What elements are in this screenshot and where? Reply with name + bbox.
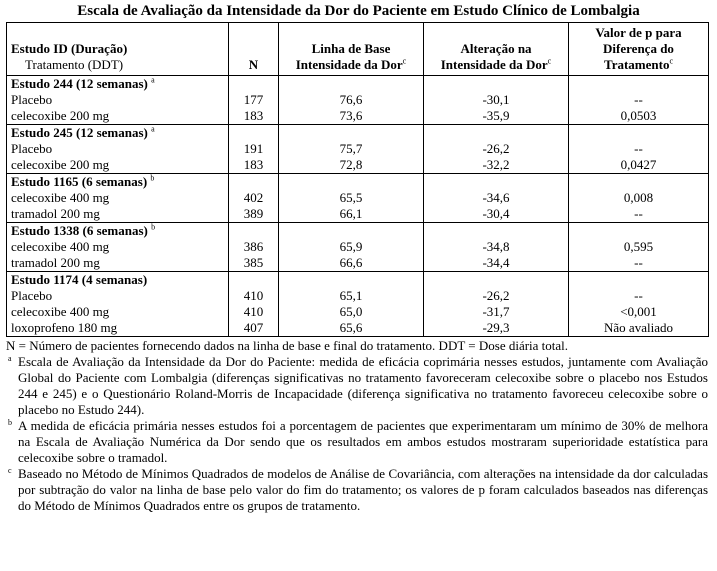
footnote-b-text: A medida de eficácia primária nesses estudos foi a porcentagem de pacientes que experimentaram um mínimo de 30% de melhora na Escala de Avaliação Numérica da Dor sendo que os resultados em ambos estudos mostraram superioridade estatística para celecoxibe sobre o tramadol. — [18, 418, 708, 465]
empty-cell — [279, 223, 424, 240]
treatment-cell: celecoxibe 400 mg — [7, 190, 229, 206]
study-label — [7, 223, 229, 240]
empty-cell — [229, 76, 279, 93]
baseline-cell: 66,1 — [279, 206, 424, 223]
footnote-a-mark: a — [8, 354, 12, 363]
header-baseline-line2: Intensidade da Dor — [295, 57, 403, 72]
header-study — [7, 23, 229, 76]
baseline-cell: 75,7 — [279, 141, 424, 157]
baseline-cell: 72,8 — [279, 157, 424, 174]
empty-cell — [424, 272, 569, 289]
empty-cell — [279, 125, 424, 142]
pvalue-cell: Não avaliado — [569, 320, 709, 337]
n-cell: 385 — [229, 255, 279, 272]
header-study-line1: Estudo ID (Duração) — [11, 41, 128, 56]
study-label-text: Estudo 244 (12 semanas) — [11, 76, 148, 91]
header-pvalue-line1: Valor de p para — [595, 25, 682, 40]
n-cell: 386 — [229, 239, 279, 255]
table-row — [7, 288, 709, 304]
study-label — [7, 174, 229, 191]
header-baseline-sup: c — [402, 56, 407, 66]
empty-cell — [569, 223, 709, 240]
change-cell: -34,4 — [424, 255, 569, 272]
change-cell: -32,2 — [424, 157, 569, 174]
table-row — [7, 255, 709, 272]
empty-cell — [569, 272, 709, 289]
header-baseline-line1: Linha de Base — [311, 41, 391, 56]
treatment-cell: Placebo — [7, 92, 229, 108]
pvalue-cell: <0,001 — [569, 304, 709, 320]
pvalue-cell: -- — [569, 206, 709, 223]
n-cell: 177 — [229, 92, 279, 108]
pvalue-cell: 0,008 — [569, 190, 709, 206]
table-title: Escala de Avaliação da Intensidade da Dor do Paciente em Estudo Clínico de Lombalgia — [77, 3, 640, 19]
footnotes — [6, 338, 708, 514]
n-cell: 410 — [229, 288, 279, 304]
table-row — [7, 206, 709, 223]
header-baseline — [279, 23, 424, 76]
n-cell: 410 — [229, 304, 279, 320]
header-study-line2: Tratamento (DDT) — [25, 57, 124, 72]
study-footnote-mark: b — [151, 222, 156, 232]
footnote-c-text: Baseado no Método de Mínimos Quadrados de modelos de Análise de Covariância, com alterações na intensidade da dor calculadas por subtração do valor na linha de base pelo valor do fim do tratamento; os valores de p foram calculados baseados nas diferenças do Método de Mínimos Quadrados entre os grupos de tratamento. — [18, 466, 708, 513]
change-cell: -34,6 — [424, 190, 569, 206]
header-pvalue-sup: c — [669, 56, 674, 66]
treatment-cell: loxoprofeno 180 mg — [7, 320, 229, 337]
empty-cell — [229, 223, 279, 240]
pvalue-cell: -- — [569, 92, 709, 108]
study-group-row — [7, 76, 709, 93]
header-change-line2: Intensidade da Dor — [440, 57, 548, 72]
study-footnote-mark: a — [151, 75, 155, 85]
study-label-text: Estudo 1165 (6 semanas) — [11, 174, 148, 189]
table-row — [7, 320, 709, 337]
footnote-a — [6, 354, 708, 418]
table-row — [7, 304, 709, 320]
treatment-cell: tramadol 200 mg — [7, 255, 229, 272]
study-label-text: Estudo 245 (12 semanas) — [11, 125, 148, 140]
header-change-line1: Alteração na — [460, 41, 532, 56]
results-table — [6, 22, 709, 337]
n-cell: 183 — [229, 157, 279, 174]
change-cell: -26,2 — [424, 288, 569, 304]
study-label — [7, 272, 229, 289]
empty-cell — [229, 174, 279, 191]
table-row — [7, 157, 709, 174]
study-footnote-mark: a — [151, 124, 155, 134]
change-cell: -34,8 — [424, 239, 569, 255]
table-row — [7, 141, 709, 157]
baseline-cell: 65,5 — [279, 190, 424, 206]
study-group-row — [7, 223, 709, 240]
change-cell: -30,4 — [424, 206, 569, 223]
empty-cell — [279, 174, 424, 191]
change-cell: -35,9 — [424, 108, 569, 125]
n-cell: 191 — [229, 141, 279, 157]
table-body — [7, 76, 709, 337]
empty-cell — [424, 223, 569, 240]
treatment-cell: celecoxibe 400 mg — [7, 304, 229, 320]
pvalue-cell: -- — [569, 288, 709, 304]
study-label — [7, 125, 229, 142]
change-cell: -30,1 — [424, 92, 569, 108]
footnote-n: N = Número de pacientes fornecendo dados na linha de base e final do tratamento. DDT = Dose diária total. — [6, 338, 569, 353]
n-cell: 402 — [229, 190, 279, 206]
footnote-c-mark: c — [8, 466, 12, 475]
empty-cell — [569, 76, 709, 93]
pvalue-cell: -- — [569, 141, 709, 157]
treatment-cell: celecoxibe 200 mg — [7, 108, 229, 125]
baseline-cell: 65,9 — [279, 239, 424, 255]
pvalue-cell: -- — [569, 255, 709, 272]
table-row — [7, 108, 709, 125]
treatment-cell: tramadol 200 mg — [7, 206, 229, 223]
empty-cell — [279, 76, 424, 93]
empty-cell — [424, 125, 569, 142]
footnote-a-text: Escala de Avaliação da Intensidade da Dor do Paciente: medida de eficácia coprimária nesses estudos, juntamente com Avaliação Global do Paciente com Lombalgia (diferenças significativas no tratamento favoreceram celecoxibe sobre o placebo nos Estudos 244 e 245) e o Questionário Roland-Morris de Incapacidade (diferença significativa no tratamento favoreceu celecoxibe sobre o placebo no Estudo 244). — [18, 354, 708, 417]
study-label-text: Estudo 1174 (4 semanas) — [11, 272, 148, 287]
header-pvalue — [569, 23, 709, 76]
empty-cell — [279, 272, 424, 289]
study-label — [7, 76, 229, 93]
table-header-row — [7, 23, 709, 76]
table-row — [7, 239, 709, 255]
baseline-cell: 66,6 — [279, 255, 424, 272]
change-cell: -31,7 — [424, 304, 569, 320]
study-label-text: Estudo 1338 (6 semanas) — [11, 223, 148, 238]
treatment-cell: celecoxibe 200 mg — [7, 157, 229, 174]
empty-cell — [569, 174, 709, 191]
baseline-cell: 76,6 — [279, 92, 424, 108]
header-n: N — [229, 23, 279, 76]
empty-cell — [424, 174, 569, 191]
n-cell: 389 — [229, 206, 279, 223]
header-change-sup: c — [547, 56, 552, 66]
change-cell: -29,3 — [424, 320, 569, 337]
baseline-cell: 65,6 — [279, 320, 424, 337]
table-row — [7, 190, 709, 206]
study-group-row — [7, 174, 709, 191]
baseline-cell: 73,6 — [279, 108, 424, 125]
pvalue-cell: 0,0503 — [569, 108, 709, 125]
treatment-cell: celecoxibe 400 mg — [7, 239, 229, 255]
empty-cell — [229, 125, 279, 142]
study-footnote-mark: b — [150, 173, 155, 183]
pvalue-cell: 0,0427 — [569, 157, 709, 174]
header-pvalue-line2: Diferença do — [603, 41, 674, 56]
footnote-b-mark: b — [8, 418, 12, 427]
footnote-b — [6, 418, 708, 466]
footnote-c — [6, 466, 708, 514]
study-group-row — [7, 272, 709, 289]
change-cell: -26,2 — [424, 141, 569, 157]
header-change — [424, 23, 569, 76]
header-pvalue-line3: Tratamento — [603, 57, 670, 72]
pvalue-cell: 0,595 — [569, 239, 709, 255]
treatment-cell: Placebo — [7, 141, 229, 157]
empty-cell — [229, 272, 279, 289]
empty-cell — [569, 125, 709, 142]
n-cell: 407 — [229, 320, 279, 337]
empty-cell — [424, 76, 569, 93]
study-group-row — [7, 125, 709, 142]
table-row — [7, 92, 709, 108]
n-cell: 183 — [229, 108, 279, 125]
baseline-cell: 65,1 — [279, 288, 424, 304]
treatment-cell: Placebo — [7, 288, 229, 304]
baseline-cell: 65,0 — [279, 304, 424, 320]
